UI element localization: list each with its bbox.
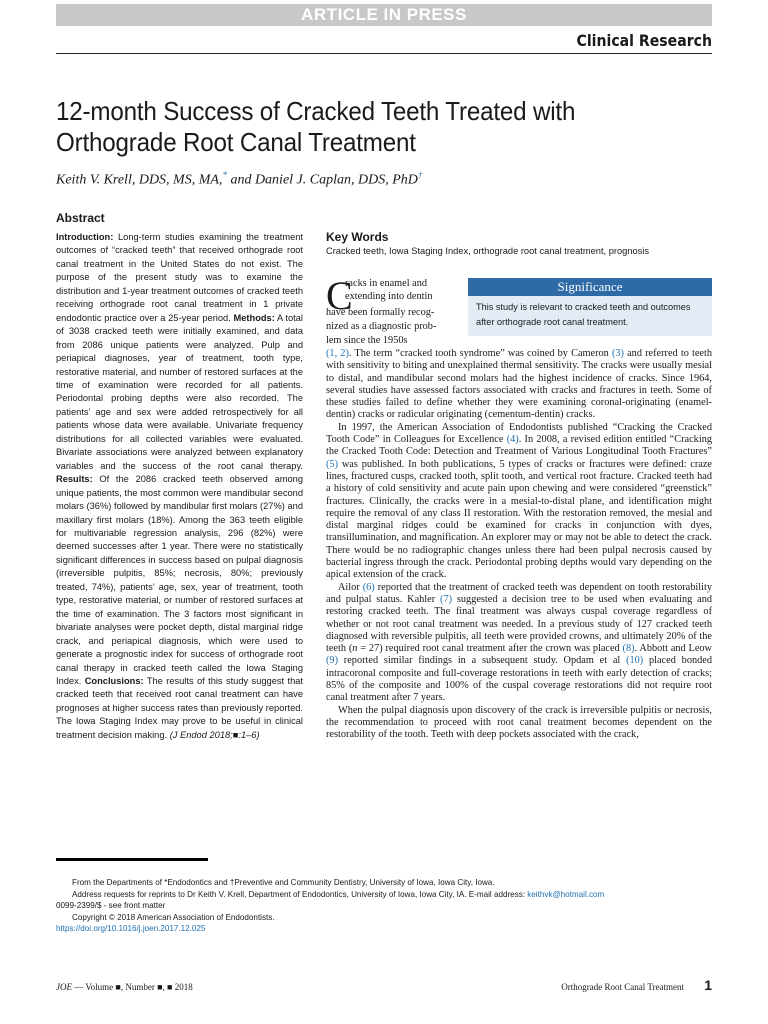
reference-link[interactable]: (5) [326,458,339,470]
footnote-rule [56,858,208,861]
body-text-run: reported that the treatment of cracked teeth was dependent on tooth restorability and pulpal status. Kahler [326,581,712,605]
body-text-run: . In 2008, a revised edition entitled “Cracking the Cracked Tooth Code: Detection and Treatment of Various Longitudinal Tooth Fractures” [326,434,712,458]
body-text-run: . The term “cracked tooth syndrome” was coined by Cameron [348,348,612,359]
body-text-run: n [352,643,358,655]
body-text-run: . Abbott and Leow [634,643,712,655]
lead-line: racks in enamel and [345,278,428,289]
journal-abbrev: JOE [56,982,72,992]
lead-line: lem since the 1950s [326,335,408,346]
results-text: Of the 2086 cracked teeth observed among unique patients, the most common were mandibular second molars (36%) followed by mandibular first molars (27%) and maxillary first molars (18%). Among the 363 teeth eligible for multivariable regression analysis, 296 (82%) were deemed successes after 1 year. There were no statistically significant differences in success based on pulpal diagnosis (irreversible pulpitis, 85%; necrosis, 80%; previously treated, 74%), patients’ age, sex, year of treatment, tooth type, restorative material, or number of restored surfaces at the time of examination. The 3 factors most significant in bivariate analyses were pocket depth, distal marginal ridge crack, and periapical diagnosis, which were used to generate a prognostic index for success of orthograde root canal therapy in cracked teeth called the Iowa Staging Index. [56,474,303,686]
section-label: Clinical Research [576,31,712,50]
abstract-heading: Abstract [56,211,105,225]
issn: 0099-2399/$ - see front matter [56,901,166,910]
address-text: Address requests for reprints to Dr Keith V. Krell, Department of Endodontics, University of Iowa, Iowa City, IA. E-mail address: [72,889,528,899]
lead-line: extending into dentin [345,291,433,302]
footnotes [56,877,716,935]
body-paragraph [326,348,712,422]
body-text [326,348,712,742]
key-words-heading: Key Words [326,230,389,244]
significance-box [468,278,712,336]
methods-label: Methods: [233,312,275,323]
lead-line: nized as a diagnostic prob- [326,321,437,332]
reference-link[interactable]: (6) [362,581,375,593]
reference-link[interactable]: (4) [506,434,519,446]
body-text-run: reported similar findings in a subsequent study. Opdam et al [338,655,627,667]
body-paragraph [326,422,712,582]
doi-link[interactable]: https://doi.org/10.1016/j.joen.2017.12.025 [56,924,206,933]
running-title: Orthograde Root Canal Treatment [561,982,684,992]
footer-journal [56,982,193,992]
conclusions-text: The results of this study suggest that cracked teeth that received root canal treatment can have prognoses at higher success rates than previously reported. The Iowa Staging Index may prove to be useful in clinical treatment decision making. [56,675,303,740]
body-text-run: placed bonded intracoronal composite and full-coverage restorations in teeth with early detection of cracks; 85% of the composite and 100% of the cuspal coverage restorations did not require root canal treatment after 7 years. [326,655,712,704]
reprint-address [56,889,716,901]
copyright: Copyright © 2018 American Association of Endodontists. [72,912,275,922]
author-mark-2[interactable]: † [417,170,423,180]
abstract-text [56,231,303,742]
intro-text: Long-term studies examining the treatment outcomes of “cracked teeth” that received orthograde root canal treatment in the United States do not exist. The purpose of the present study was to examine the distribution and 1-year treatment outcomes of cracked teeth receiving orthograde root canal treatment in 1 private endodontic practice over a 25-year period. [56,232,303,323]
body-text-run: = 27) required root canal treatment after the crown was placed [357,643,623,655]
body-text-run: and referred to teeth with sensitivity to biting and unexplained thermal sensitivity. The cracks were usually mesial to distal, and mandibular second molars had the highest incidence of cracks. Since 1964, several studies have assessed factors associated with cracks and fractures in teeth. Some of these studies failed to define whether they were examining coronal-originating (enamel-dentin) cracks or radicular originating (cementum-dentin) cracks. [326,348,712,421]
author-krell[interactable]: Keith V. Krell, DDS, MS, MA, [56,172,223,188]
reference-link[interactable]: (10) [626,655,644,667]
author-joiner[interactable]: and Daniel J. Caplan, DDS, PhD [226,172,418,188]
volume-info: — Volume ■, Number ■, ■ 2018 [72,982,193,992]
journal-citation: (J Endod 2018;■:1–6) [169,729,260,740]
page-number: 1 [704,977,712,993]
body-text-run: suggested a decision tree to be used when evaluating and restoring cracked teeth. The final treatment was always cuspal coverage regardless of whether or not root canal treatment was needed. In a previous study of 127 cracked teeth diagnosed with reversible pulpitis, all teeth were provided crowns, and ultimately 20% of the teeth ( [326,593,713,655]
author-line [56,170,422,189]
significance-text: This study is relevant to cracked teeth and outcomes after orthograde root canal treatment. [476,302,691,327]
header-rule [56,53,712,54]
reference-link[interactable]: (9) [326,655,339,667]
key-words-text: Cracked teeth, Iowa Staging Index, orthograde root canal treatment, prognosis [326,246,649,256]
body-text-run: Ailor [338,581,363,593]
intro-label: Introduction: [56,232,114,242]
lead-line: have been formally recog- [326,307,435,318]
body-text-run: was published. In both publications, 5 types of cracks or fractures were defined: craze lines, fractured cusps, cracked tooth, split tooth, and vertical root fracture. Cracked teeth had a history of cold sensitivity and acute pain upon chewing and were considered “greenstick” fractures. Clinically, the cracks were in a mesial-to-distal plane, and identification might require the removal of any class II restoration. With the restoration removed, the mesial and distal marginal ridges could be examined for cracks in conjunction with dyes, transillumination, and magnification. An explorer may or may not be able to detect the crack. There would be no radiographic changes unless there had been pulpal necrosis caused by bacterial ingress through the crack. Periodontal probing depths would vary depending on the apical extension of the crack. [326,458,712,581]
reference-link[interactable]: (1, 2) [326,348,349,359]
body-paragraph [326,705,712,742]
email-link[interactable]: keithvk@hotmail.com [527,889,605,899]
drop-cap: C [326,273,353,318]
affiliation-note: From the Departments of *Endodontics and †Preventive and Community Dentistry, University of Iowa, Iowa City, Iowa. [72,878,495,887]
reference-link[interactable]: (7) [440,593,453,605]
body-paragraph [326,582,712,705]
body-text-run: In 1997, the American Association of Endodontists published “Cracking the Cracked Tooth Code” in Colleagues for Excellence [326,421,712,446]
reference-link[interactable]: (3) [611,348,624,359]
abstract [56,211,303,742]
author-mark-1[interactable]: * [222,170,227,180]
results-label: Results: [56,474,93,485]
article-title: 12-month Success of Cracked Teeth Treated with Orthograde Root Canal Treatment [56,96,576,157]
reference-link[interactable]: (8) [622,643,635,655]
article-in-press-banner: ARTICLE IN PRESS [56,4,712,26]
conclusions-label: Conclusions: [84,675,144,686]
significance-heading: Significance [468,278,712,296]
body-text-run: When the pulpal diagnosis upon discovery of the crack is irreversible pulpitis or necrosis, the recommendation to proceed with root canal treatment becomes dependent on the restorability of the tooth. Teeth with deep pockets associated with the crack, [326,704,712,741]
methods-text: A total of 3038 cracked teeth were initially examined, and data from 2086 unique patients were analyzed. Pulp and periapical diagnoses, year of treatment, tooth type, restorative material, and number of restored surfaces at the time of examination were recorded for all patients. Periodontal probing depths were also recorded. The patients’ age and sex were added retrospectively for all patients whose data were available. Univariate frequency distributions for all collected variables were evaluated. Bivariate associations were analyzed between explanatory variables and the success of the root canal therapy. [56,312,303,471]
